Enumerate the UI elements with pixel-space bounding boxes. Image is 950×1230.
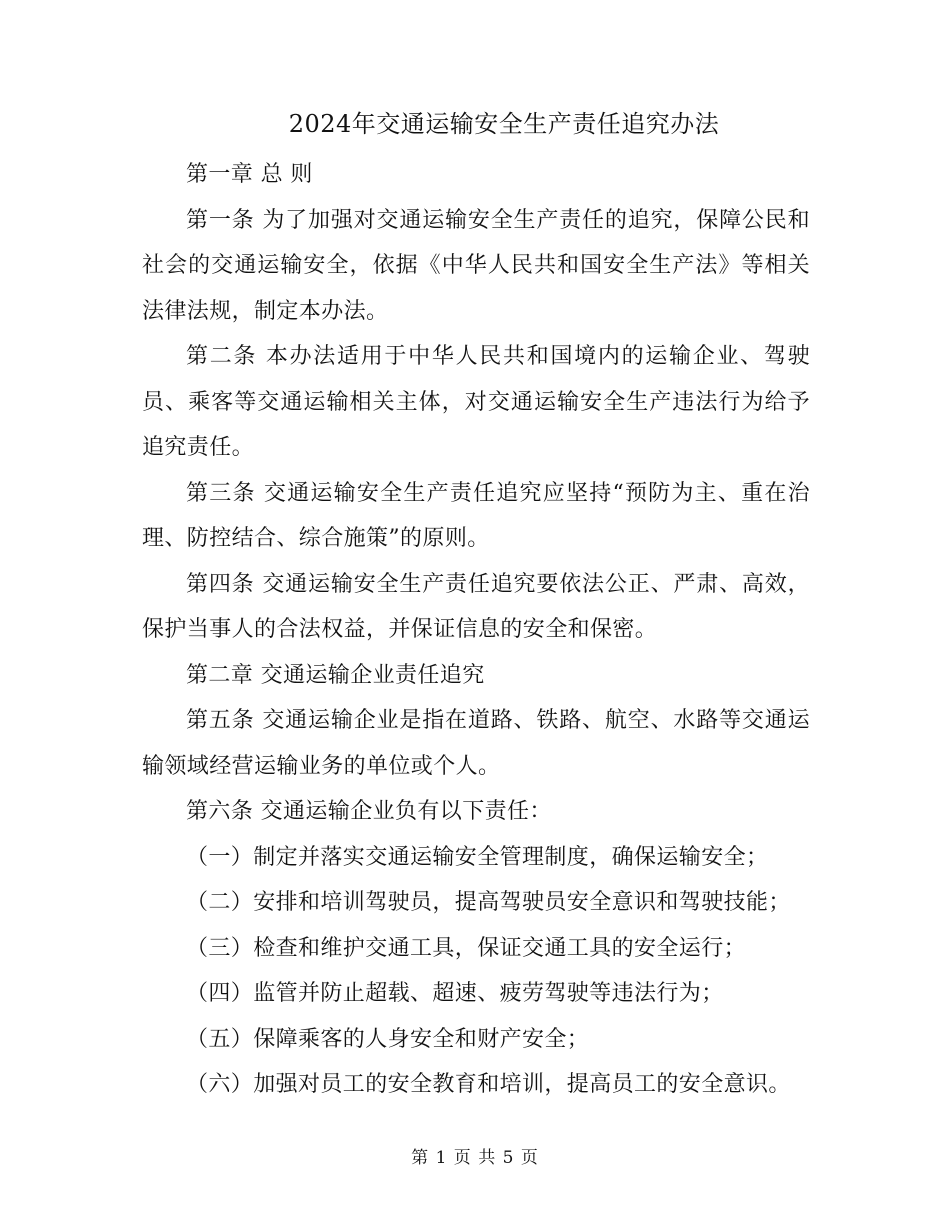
article-6: 第六条 交通运输企业负有以下责任： <box>186 799 552 824</box>
document-body <box>142 102 810 1108</box>
article-1: 第一条 为了加强对交通运输安全生产责任的追究，保障公民和社会的交通运输安全，依据《中华人民共和国安全生产法》等相关法律法规，制定本办法。 <box>142 207 810 324</box>
list-item-2: （二）安排和培训驾驶员，提高驾驶员安全意识和驾驶技能； <box>186 890 791 915</box>
list-item-4: （四）监管并防止超载、超速、疲劳驾驶等违法行为； <box>186 981 724 1006</box>
list-item-1: （一）制定并落实交通运输安全管理制度，确保运输安全； <box>186 844 769 870</box>
chapter-1-heading: 第一章 总 则 <box>186 162 313 187</box>
article-5: 第五条 交通运输企业是指在道路、铁路、航空、水路等交通运输领域经营运输业务的单位或个人。 <box>142 708 810 779</box>
chapter-2-heading: 第二章 交通运输企业责任追究 <box>186 662 485 688</box>
page-number-footer: 第 1 页 共 5 页 <box>411 1148 539 1168</box>
article-2: 第二条 本办法适用于中华人民共和国境内的运输企业、驾驶员、乘客等交通运输相关主体，对交通运输安全生产违法行为给予追究责任。 <box>142 344 810 460</box>
list-item-5: （五）保障乘客的人身安全和财产安全； <box>186 1026 590 1052</box>
article-4: 第四条 交通运输安全生产责任追究要依法公正、严肃、高效，保护当事人的合法权益，并保证信息的安全和保密。 <box>142 571 810 642</box>
article-3: 第三条 交通运输安全生产责任追究应坚持“预防为主、重在治理、防控结合、综合施策”的原则。 <box>142 480 810 551</box>
document-title: 2024年交通运输安全生产责任追究办法 <box>288 110 720 138</box>
list-item-6: （六）加强对员工的安全教育和培训，提高员工的安全意识。 <box>186 1072 791 1097</box>
list-item-3: （三）检查和维护交通工具，保证交通工具的安全运行； <box>186 935 747 961</box>
